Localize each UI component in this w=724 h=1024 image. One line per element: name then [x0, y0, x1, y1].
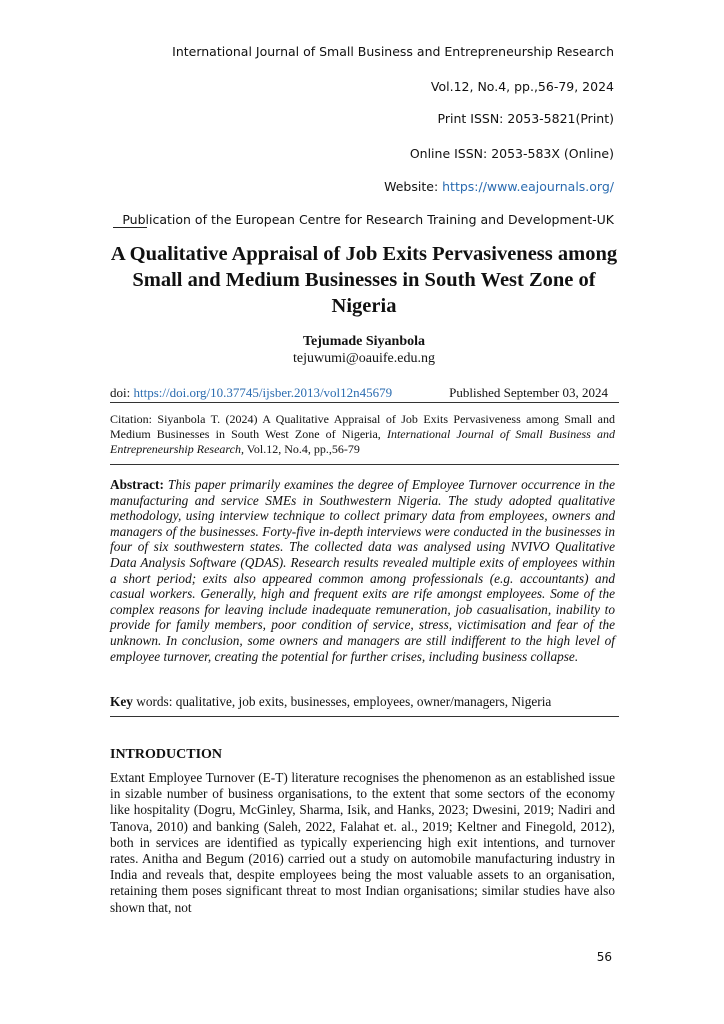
website-link[interactable]: https://www.eajournals.org/ — [442, 179, 614, 194]
keywords-text: words: qualitative, job exits, businesses, employees, owner/managers, Nigeria — [132, 694, 552, 709]
author-name: Tejumade Siyanbola — [302, 334, 425, 349]
journal-name: International Journal of Small Business and Entrepreneurship Research — [172, 44, 614, 59]
doi-divider — [110, 402, 619, 403]
website-label: Website: — [384, 179, 443, 194]
abstract-top-divider — [110, 464, 619, 465]
keywords — [110, 694, 615, 710]
abstract-bottom-divider — [110, 716, 619, 717]
citation-prefix: Citation: Siyanbola T. (2024) A Qualitative Appraisal of Job Exits Pervasiveness among Small and Medium Businesses in South West Zone of Nigeria, — [110, 412, 615, 441]
keywords-label: Key — [110, 694, 133, 709]
published-date: Published September 03, 2024 — [449, 385, 608, 400]
volume-info: Vol.12, No.4, pp.,56-79, 2024 — [430, 79, 614, 94]
website-line — [384, 179, 614, 194]
citation — [110, 412, 615, 456]
citation-suffix: Vol.12, No.4, pp.,56-79 — [243, 441, 360, 456]
doi-row — [110, 385, 614, 401]
abstract — [110, 477, 615, 664]
header-underline — [113, 227, 147, 228]
page-number: 56 — [596, 950, 612, 964]
print-issn: Print ISSN: 2053-5821(Print) — [437, 111, 614, 126]
online-issn: Online ISSN: 2053-583X (Online) — [409, 146, 614, 161]
introduction-heading: INTRODUCTION — [110, 747, 223, 762]
citation-journal: International Journal of Small Business and Entrepreneurship Research, — [110, 426, 616, 456]
abstract-label: Abstract: — [110, 477, 164, 492]
publisher-line: Publication of the European Centre for Research Training and Development-UK — [122, 212, 614, 227]
doi-link[interactable]: https://doi.org/10.37745/ijsber.2013/vol12n45679 — [133, 385, 393, 400]
introduction-paragraph: Extant Employee Turnover (E-T) literature recognises the phenomenon as an established issue in sizable number of business organisations, to the extent that some sectors of the economy like hospitality (Dogru, McGinley, Sharma, Isik, and Hanks, 2023; Dwesini, 2019; Nadiri and Tanova, 2010) and banking (Saleh, 2022, Falahat et. al., 2019; Keltner and Finegold, 2012), both in services are identified as typically experiencing high exit intentions, and turnover rates. Anitha and Begum (2016) carried out a study on automobile manufacturing industry in India and reveals that, despite employees being the most valuable assets to an organisation, retaining them poses significant threat to most Indian organisations; similar studies have also shown that, not — [110, 770, 615, 915]
author-email: tejuwumi@oauife.edu.ng — [293, 351, 435, 366]
doi-label: doi: — [110, 385, 134, 400]
abstract-text: This paper primarily examines the degree of Employee Turnover occurrence in the manufacturing and service SMEs in Southwestern Nigeria. The study adopted qualitative methodology, using interview technique to collect primary data from employees, owners and managers of the businesses. Forty-five in-depth interviews were conducted in the businesses in four of six southwestern states. The collected data was analysed using NVIVO Qualitative Data Analysis Software (QDAS). Research results revealed multiple exits of employees within a short period; exits also appeared common among professionals (e.g. accountants) and casual workers. Generally, high and frequent exits are rife amongst employees. Some of the complex reasons for leaving include inadequate remuneration, job casualisation, inability to provide for family members, poor condition of service, stress, victimisation and fear of the unknown. In conclusion, some owners and managers are still indifferent to the high level of employee turnover, creating the potential for further crises, including business collapse. — [110, 477, 615, 664]
article-title: A Qualitative Appraisal of Job Exits Pervasiveness among Small and Medium Businesses in South West Zone of Nigeria — [110, 243, 618, 317]
